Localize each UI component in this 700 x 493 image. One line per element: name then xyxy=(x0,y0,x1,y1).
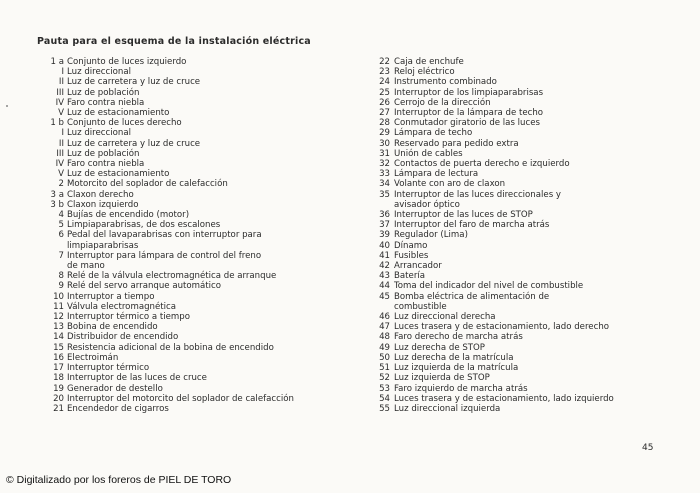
legend-item-text: avisador óptico xyxy=(394,199,460,210)
legend-item-text: Válvula electromagnética xyxy=(67,301,177,312)
legend-item-number: 40 xyxy=(379,240,390,251)
legend-item-number: II xyxy=(58,138,64,149)
legend-item-number: 41 xyxy=(379,250,390,261)
legend-item xyxy=(30,404,360,414)
legend-item xyxy=(363,343,663,353)
legend-item-text: Luces trasera y de estacionamiento, lado izquierdo xyxy=(394,393,614,404)
legend-item xyxy=(363,200,663,210)
legend-item-number: III xyxy=(56,87,64,98)
legend-item-number: 19 xyxy=(53,383,64,394)
legend-item xyxy=(363,302,663,312)
legend-item-number: 48 xyxy=(379,332,390,343)
legend-item-text: Interruptor de las luces de cruce xyxy=(67,373,207,384)
legend-item-number: 4 xyxy=(58,210,64,221)
legend-item-number: V xyxy=(58,108,64,119)
legend-item-number: 24 xyxy=(379,77,390,88)
legend-item-text: Caja de enchufe xyxy=(394,57,464,67)
legend-item-text: Toma del indicador del nivel de combustible xyxy=(394,281,584,292)
legend-item-text: Relé del servo arranque automático xyxy=(67,281,222,292)
legend-column-left xyxy=(30,57,360,414)
legend-item-text: Instrumento combinado xyxy=(394,77,497,88)
legend-item xyxy=(363,159,663,169)
legend-item-number xyxy=(363,302,394,312)
legend-item xyxy=(363,384,663,394)
legend-item xyxy=(30,77,360,87)
legend-item xyxy=(363,128,663,138)
legend-item-number: 27 xyxy=(379,108,390,119)
legend-item xyxy=(30,230,360,240)
legend-item-number: 36 xyxy=(379,210,390,221)
legend-item-number: 25 xyxy=(379,87,390,98)
legend-item xyxy=(30,343,360,353)
legend-item xyxy=(30,118,360,128)
legend-item xyxy=(30,384,360,394)
legend-item xyxy=(30,88,360,98)
legend-item-text: Luz de estacionamiento xyxy=(67,108,170,119)
legend-item xyxy=(30,149,360,159)
legend-item-number: 9 xyxy=(58,281,64,292)
legend-item-text: Unión de cables xyxy=(394,148,463,159)
legend-item xyxy=(30,210,360,220)
legend-item-number: 51 xyxy=(379,363,390,374)
legend-item-number: 5 xyxy=(58,220,64,231)
legend-item-number: 2 xyxy=(58,179,64,190)
legend-item xyxy=(30,251,360,261)
legend-item-text: Reloj eléctrico xyxy=(394,67,455,78)
legend-item-number: 11 xyxy=(53,301,64,312)
legend-item-number: 23 xyxy=(379,67,390,78)
legend-item xyxy=(363,353,663,363)
legend-item-text: Arrancador xyxy=(394,261,442,272)
legend-item-text: Resistencia adicional de la bobina de encendido xyxy=(67,342,274,353)
legend-item-text: limpiaparabrisas xyxy=(67,240,139,251)
legend-item-number: I xyxy=(61,67,64,78)
legend-item-text: de mano xyxy=(67,261,105,272)
legend-item-number: 28 xyxy=(379,118,390,129)
legend-item-number: 46 xyxy=(379,312,390,323)
legend-item xyxy=(363,281,663,291)
legend-item-number: 29 xyxy=(379,128,390,139)
legend-item-text: Luz de carretera y luz de cruce xyxy=(67,138,201,149)
legend-item-text: Motorcito del soplador de calefacción xyxy=(67,179,228,190)
legend-item-text: Faro contra niebla xyxy=(67,97,145,108)
legend-item-text: Interruptor de la lámpara de techo xyxy=(394,108,544,119)
legend-item-text: Conjunto de luces derecho xyxy=(67,118,182,129)
legend-item-text: Relé de la válvula electromagnética de arranque xyxy=(67,271,277,282)
legend-item xyxy=(30,261,360,271)
legend-item xyxy=(363,394,663,404)
legend-item-text: Luces trasera y de estacionamiento, lado derecho xyxy=(394,322,610,333)
legend-item-number xyxy=(30,241,67,251)
legend-item-text: Bujías de encendido (motor) xyxy=(67,210,190,221)
legend-item-number: V xyxy=(58,169,64,180)
legend-item-text: Interruptor de las luces de STOP xyxy=(394,210,533,221)
legend-item-number: 33 xyxy=(379,169,390,180)
legend-item-number: 1 b xyxy=(50,118,64,129)
legend-item-text: Generador de destello xyxy=(67,383,163,394)
legend-item-number: 22 xyxy=(379,57,390,67)
legend-item xyxy=(30,363,360,373)
legend-item xyxy=(30,322,360,332)
legend-item xyxy=(363,57,663,67)
legend-item-text: Faro izquierdo de marcha atrás xyxy=(394,383,528,394)
legend-item-number: 20 xyxy=(53,393,64,404)
legend-item-number: I xyxy=(61,128,64,139)
legend-item xyxy=(30,108,360,118)
legend-item xyxy=(363,88,663,98)
legend-item-number: 34 xyxy=(379,179,390,190)
legend-item-text: Lámpara de techo xyxy=(394,128,473,139)
legend-item-number: 12 xyxy=(53,312,64,323)
legend-item-text: Encendedor de cigarros xyxy=(67,403,169,414)
legend-item-number: 14 xyxy=(53,332,64,343)
legend-item-number: 10 xyxy=(53,291,64,302)
legend-item xyxy=(363,241,663,251)
legend-item xyxy=(363,261,663,271)
legend-item-number: IV xyxy=(55,159,64,170)
legend-item xyxy=(363,220,663,230)
legend-item xyxy=(30,353,360,363)
legend-item-number: 16 xyxy=(53,352,64,363)
legend-item xyxy=(30,281,360,291)
legend-item xyxy=(363,322,663,332)
legend-item-number: 18 xyxy=(53,373,64,384)
legend-item xyxy=(363,139,663,149)
legend-item xyxy=(363,230,663,240)
legend-item-text: Claxon izquierdo xyxy=(67,199,139,210)
legend-item-text: Cerrojo de la dirección xyxy=(394,97,491,108)
legend-item-number: 52 xyxy=(379,373,390,384)
legend-item-number: 55 xyxy=(379,403,390,414)
legend-item xyxy=(363,373,663,383)
legend-item-text: Distribuidor de encendido xyxy=(67,332,179,343)
legend-item-number: 26 xyxy=(379,97,390,108)
legend-item xyxy=(363,67,663,77)
legend-item xyxy=(30,312,360,322)
legend-item-text: Contactos de puerta derecho e izquierdo xyxy=(394,159,570,170)
legend-item-number: 6 xyxy=(58,230,64,241)
legend-item-number: 13 xyxy=(53,322,64,333)
legend-item-text: Interruptor del faro de marcha atrás xyxy=(394,220,550,231)
legend-item-text: Pedal del lavaparabrisas con interruptor para xyxy=(67,230,262,241)
legend-item-text: Luz direccional xyxy=(67,67,131,78)
legend-item-number: 3 a xyxy=(50,189,64,200)
legend-item-text: Luz direccional derecha xyxy=(394,312,496,323)
legend-item-text: Reservado para pedido extra xyxy=(394,138,519,149)
legend-item xyxy=(30,220,360,230)
legend-item-text: Limpiaparabrisas, de dos escalones xyxy=(67,220,221,231)
legend-item xyxy=(30,98,360,108)
credit-caption: © Digitalizado por los foreros de PIEL DE TORO xyxy=(6,474,232,486)
legend-item-text: Interruptor de los limpiaparabrisas xyxy=(394,87,544,98)
legend-item xyxy=(363,332,663,342)
legend-item xyxy=(363,210,663,220)
scan-speck xyxy=(6,105,8,107)
legend-item-number: 37 xyxy=(379,220,390,231)
legend-item-text: Bobina de encendido xyxy=(67,322,158,333)
legend-item-number: 3 b xyxy=(50,199,64,210)
legend-item xyxy=(363,190,663,200)
legend-item-text: Interruptor para lámpara de control del freno xyxy=(67,250,262,261)
legend-item-number: IV xyxy=(55,97,64,108)
legend-item-number: 32 xyxy=(379,159,390,170)
legend-item-text: Luz direccional izquierda xyxy=(394,403,501,414)
legend-item-text: Interruptor térmico a tiempo xyxy=(67,312,190,323)
legend-item xyxy=(30,292,360,302)
legend-item xyxy=(363,77,663,87)
legend-item xyxy=(30,169,360,179)
legend-item-text: Interruptor de las luces direccionales y xyxy=(394,189,561,200)
legend-item-text: Batería xyxy=(394,271,426,282)
legend-item-number: 45 xyxy=(379,291,390,302)
legend-item xyxy=(363,149,663,159)
legend-item xyxy=(363,108,663,118)
legend-item xyxy=(30,200,360,210)
page-title: Pauta para el esquema de la instalación eléctrica xyxy=(37,36,311,47)
legend-item-text: Luz derecha de la matrícula xyxy=(394,352,514,363)
legend-item-number xyxy=(30,261,67,271)
legend-item-number: 47 xyxy=(379,322,390,333)
legend-column-right xyxy=(363,57,663,414)
legend-item xyxy=(30,67,360,77)
legend-item xyxy=(30,302,360,312)
legend-item-text: Bomba eléctrica de alimentación de xyxy=(394,291,550,302)
legend-item-number: 31 xyxy=(379,148,390,159)
legend-item xyxy=(30,128,360,138)
legend-item-number: 43 xyxy=(379,271,390,282)
legend-item-number: 39 xyxy=(379,230,390,241)
legend-item-number: 54 xyxy=(379,393,390,404)
legend-item xyxy=(30,57,360,67)
legend-item-text: Regulador (Lima) xyxy=(394,230,468,241)
legend-item-text: Conmutador giratorio de las luces xyxy=(394,118,540,129)
legend-item xyxy=(363,312,663,322)
legend-item xyxy=(30,241,360,251)
legend-item-number: 35 xyxy=(379,189,390,200)
legend-item xyxy=(363,363,663,373)
legend-item-text: Luz izquierda de STOP xyxy=(394,373,490,384)
legend-item-number: 17 xyxy=(53,363,64,374)
legend-item-text: Luz derecha de STOP xyxy=(394,342,485,353)
legend-item xyxy=(363,251,663,261)
legend-item xyxy=(30,373,360,383)
legend-item-text: Volante con aro de claxon xyxy=(394,179,506,190)
legend-item-text: Luz izquierda de la matrícula xyxy=(394,363,519,374)
page-number: 45 xyxy=(642,443,654,453)
legend-item-text: Luz de población xyxy=(67,148,140,159)
legend-item-number: 44 xyxy=(379,281,390,292)
legend-item xyxy=(363,179,663,189)
legend-item-number: III xyxy=(56,148,64,159)
legend-item xyxy=(363,118,663,128)
legend-item xyxy=(363,292,663,302)
legend-item xyxy=(363,404,663,414)
legend-item-text: Dínamo xyxy=(394,240,428,251)
legend-item-text: Luz de estacionamiento xyxy=(67,169,170,180)
legend-item-number: 15 xyxy=(53,342,64,353)
legend-item xyxy=(30,139,360,149)
legend-item-number: 42 xyxy=(379,261,390,272)
legend-item-number xyxy=(363,200,394,210)
legend-item-text: Luz de población xyxy=(67,87,140,98)
legend-item-number: 49 xyxy=(379,342,390,353)
legend-item xyxy=(30,179,360,189)
legend-item-number: 8 xyxy=(58,271,64,282)
legend-item xyxy=(30,394,360,404)
legend-item-text: Faro derecho de marcha atrás xyxy=(394,332,523,343)
legend-item-number: 30 xyxy=(379,138,390,149)
legend-item xyxy=(30,190,360,200)
legend-item-text: Interruptor del motorcito del soplador de calefacción xyxy=(67,393,294,404)
legend-item-text: Claxon derecho xyxy=(67,189,134,200)
legend-item-number: 1 a xyxy=(50,57,64,67)
legend-item-number: 21 xyxy=(53,403,64,414)
legend-item-number: 53 xyxy=(379,383,390,394)
legend-item-text: Fusibles xyxy=(394,250,429,261)
legend-item-text: combustible xyxy=(394,301,447,312)
legend-item xyxy=(363,271,663,281)
legend-item-text: Conjunto de luces izquierdo xyxy=(67,57,187,67)
legend-item-text: Interruptor térmico xyxy=(67,363,150,374)
legend-item-text: Electroimán xyxy=(67,352,119,363)
legend-item-number: 50 xyxy=(379,352,390,363)
legend-item xyxy=(30,271,360,281)
legend-item xyxy=(30,332,360,342)
legend-item xyxy=(30,159,360,169)
legend-item-text: Interruptor a tiempo xyxy=(67,291,155,302)
legend-item-text: Luz direccional xyxy=(67,128,131,139)
legend-item xyxy=(363,98,663,108)
legend-item-number: II xyxy=(58,77,64,88)
legend-item-text: Luz de carretera y luz de cruce xyxy=(67,77,201,88)
legend-item xyxy=(363,169,663,179)
legend-item-number: 7 xyxy=(58,250,64,261)
legend-item-text: Faro contra niebla xyxy=(67,159,145,170)
legend-item-text: Lámpara de lectura xyxy=(394,169,479,180)
